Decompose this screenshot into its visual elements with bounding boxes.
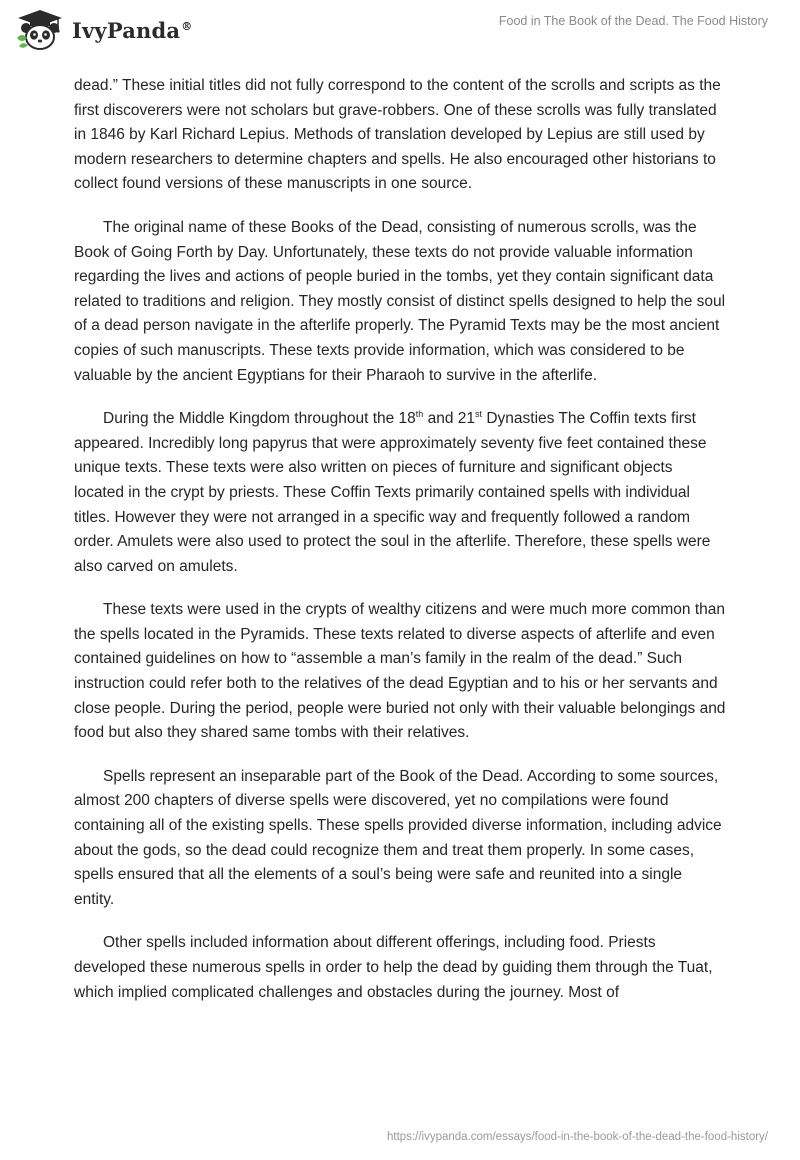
paragraph-4: These texts were used in the crypts of wealthy citizens and were much more common than the spells located in the Pyramids. These texts related to diverse aspects of afterlife and even contained guidelines on how to “assemble a man’s family in the realm of the dead.” Such instruction could refer both to the relatives of the dead Egyptian and to his or her servants and close people. During the period, people were buried not only with their valuable belongings and food but also they shared same tombs with their relatives. xyxy=(74,601,726,742)
logo-wordmark: IvyPanda® xyxy=(72,17,193,43)
page-header xyxy=(0,0,800,60)
paragraph-3-part-c: Dynasties The Coffin texts first appeared. Incredibly long papyrus that were approximately seventy five feet contained these unique texts. These texts were also written on pieces of furniture and significant objects located in the crypt by priests. These Coffin Texts primarily contained spells with individual titles. However they were not arranged in a specific way and frequently followed a random order. Amulets were also used to protect the soul in the afterlife. Therefore, these spells were also carved on amulets. xyxy=(74,410,711,575)
paragraph-3-part-b: and 21 xyxy=(423,410,476,428)
paragraph-5: Spells represent an inseparable part of the Book of the Dead. According to some sources, almost 200 chapters of diverse spells were discovered, yet no compilations were found containing all of the existing spells. These spells provided diverse information, including advice about the gods, so the dead could recognize them and treat them properly. In some cases, spells ensured that all the elements of a soul’s being were safe and reunited into a single entity. xyxy=(74,767,722,908)
ordinal-suffix-st: st xyxy=(475,408,483,419)
ordinal-suffix-th: th xyxy=(415,408,424,419)
paragraph-2: The original name of these Books of the Dead, consisting of numerous scrolls, was the Book of Going Forth by Day. Unfortunately, these texts do not provide valuable information regarding the lives and actions of people buried in the tombs, yet they contain significant data related to traditions and religion. They mostly consist of distinct spells designed to help the soul of a dead person navigate in the afterlife properly. The Pyramid Texts may be the most ancient copies of such manuscripts. These texts provide information, which was considered to be valuable by the ancient Egyptians for their Pharaoh to survive in the afterlife. xyxy=(74,218,726,384)
paragraph-3-part-a: During the Middle Kingdom throughout the 18 xyxy=(103,410,416,428)
ivypanda-logo[interactable] xyxy=(14,6,192,54)
paragraph-6: Other spells included information about different offerings, including food. Priests developed these numerous spells in order to help the dead by guiding them through the Tuat, which implied complicated challenges and obstacles during the journey. Most of xyxy=(74,934,713,1001)
essay-body xyxy=(74,74,726,1024)
paragraph-3 xyxy=(74,407,726,579)
source-url[interactable]: https://ivypanda.com/essays/food-in-the-book-of-the-dead-the-food-history/ xyxy=(387,1131,768,1143)
panda-graduate-icon xyxy=(14,8,66,52)
document-title: Food in The Book of the Dead. The Food History xyxy=(498,14,768,28)
registered-mark: ® xyxy=(181,19,193,33)
paragraph-1: dead.” These initial titles did not fully correspond to the content of the scrolls and scripts as the first discoverers were not scholars but grave-robbers. One of these scrolls was fully translated in 1846 by Karl Richard Lepius. Methods of translation developed by Lepius are still used by modern researchers to determine chapters and spells. He also encouraged other historians to collect found versions of these manuscripts in one source. xyxy=(74,77,721,193)
